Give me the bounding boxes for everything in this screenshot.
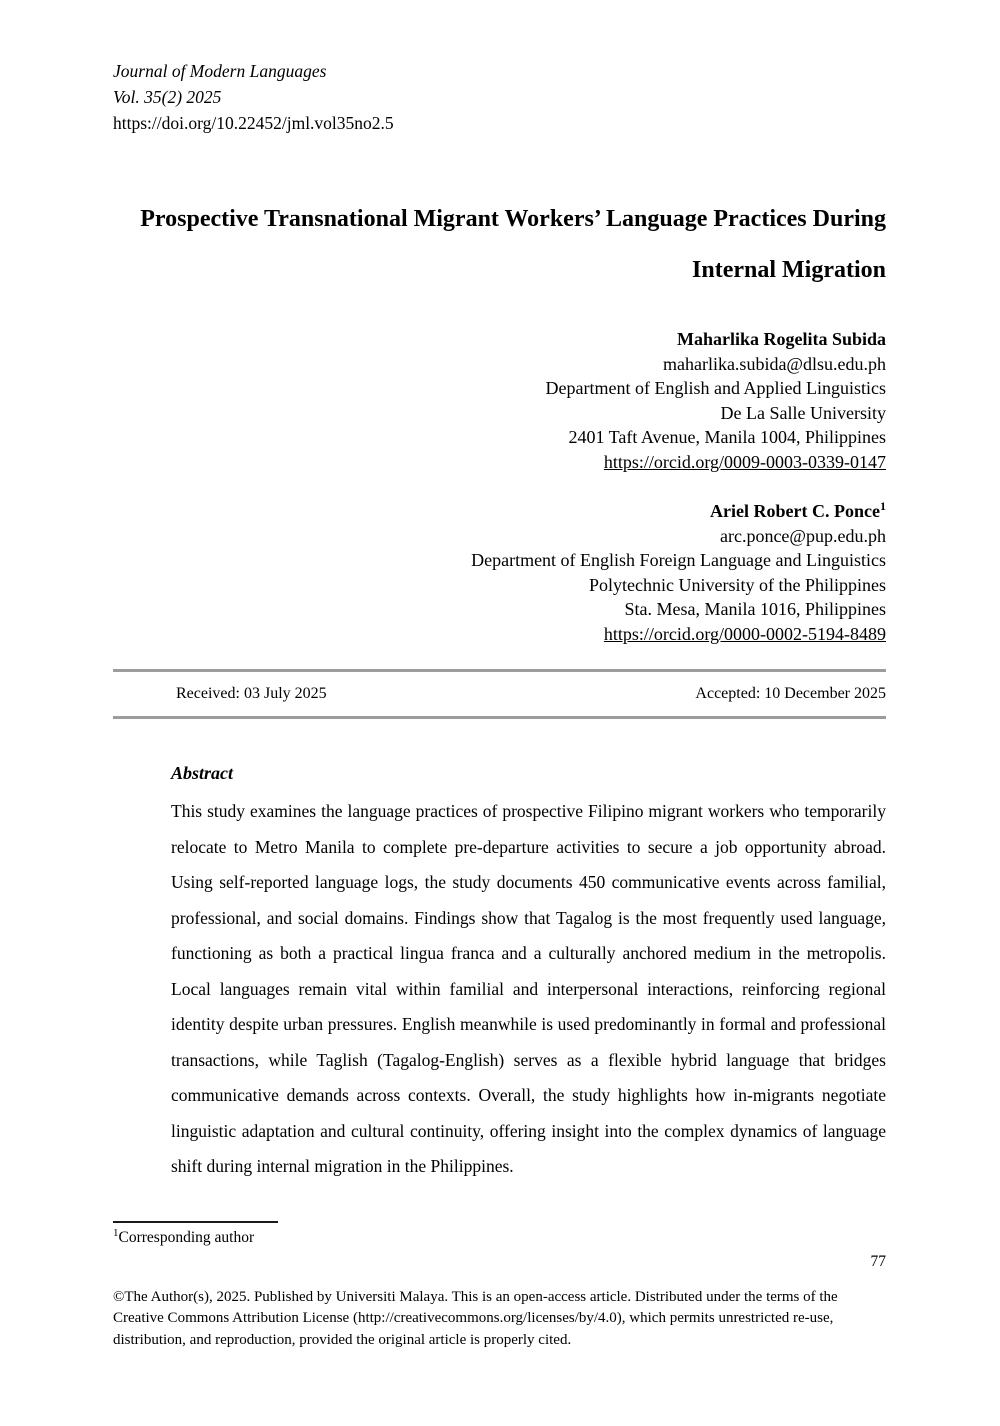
received-date: Received: 03 July 2025 xyxy=(176,685,327,702)
journal-volume: Vol. 35(2) 2025 xyxy=(113,87,222,107)
abstract-heading: Abstract xyxy=(171,763,234,783)
orcid-link[interactable]: https://orcid.org/0009-0003-0339-0147 xyxy=(603,451,886,472)
author-university: Polytechnic University of the Philippines xyxy=(589,574,886,595)
footnote-marker: 1 xyxy=(113,1226,119,1239)
author-name: Maharlika Rogelita Subida xyxy=(676,329,886,349)
author-orcid-line xyxy=(113,450,886,475)
orcid-link[interactable]: https://orcid.org/0000-0002-5194-8489 xyxy=(603,623,886,644)
copyright-notice: ©The Author(s), 2025. Published by Universiti Malaya. This is an open-access article. Distributed under the terms of the Creative Commons Attribution License (http://creativecommons.org/licenses/by/4.0), which permits unrestricted re-use, distribution, and reproduction, provided the original article is properly cited. xyxy=(113,1288,838,1348)
author-email: arc.ponce@pup.edu.ph xyxy=(719,525,886,546)
dates-section xyxy=(113,669,886,719)
accepted-date: Accepted: 10 December 2025 xyxy=(695,685,886,702)
author-blocks xyxy=(113,322,886,646)
author-email: maharlika.subida@dlsu.edu.ph xyxy=(662,353,886,374)
footnote xyxy=(113,1227,886,1247)
abstract-section xyxy=(171,763,886,1185)
author-orcid-line xyxy=(113,622,886,647)
author-block xyxy=(113,494,886,646)
author-address: 2401 Taft Avenue, Manila 1004, Philippines xyxy=(568,427,886,447)
footnote-divider xyxy=(113,1221,278,1223)
author-address: Sta. Mesa, Manila 1016, Philippines xyxy=(624,599,886,619)
author-block xyxy=(113,322,886,474)
author-name: Ariel Robert C. Ponce$^1$ xyxy=(710,499,886,521)
footnote-label: Corresponding author xyxy=(118,1228,255,1246)
author-department: Department of English and Applied Linguistics xyxy=(545,378,886,398)
page-number: 77 xyxy=(870,1252,886,1270)
author-university: De La Salle University xyxy=(720,402,886,423)
journal-header xyxy=(113,58,886,136)
corresponding-author-marker: 1 xyxy=(880,499,886,513)
journal-name: Journal of Modern Languages xyxy=(113,61,327,81)
abstract-text: This study examines the language practices of prospective Filipino migrant workers who temporarily relocate to Metro Manila to complete pre-departure activities to secure a job opportunity abroad. Using self-reported language logs, the study documents 450 communicative events across familial, professional, and social domains. Findings show that Tagalog is the most frequently used language, functioning as both a practical lingua franca and a culturally anchored medium in the metropolis. Local languages remain vital within familial and interpersonal interactions, reinforcing regional identity despite urban pressures. English meanwhile is used predominantly in formal and professional transactions, while Taglish (Tagalog-English) serves as a flexible hybrid language that bridges communicative demands across contexts. Overall, the study highlights how in-migrants negotiate linguistic adaptation and cultural continuity, offering insight into the complex dynamics of language shift during internal migration in the Philippines. xyxy=(171,801,886,1176)
paper-title: Prospective Transnational Migrant Workers’ Language Practices During Internal Migration xyxy=(140,206,886,283)
journal-doi: https://doi.org/10.22452/jml.vol35no2.5 xyxy=(113,113,394,133)
author-department: Department of English Foreign Language and Linguistics xyxy=(471,550,886,570)
